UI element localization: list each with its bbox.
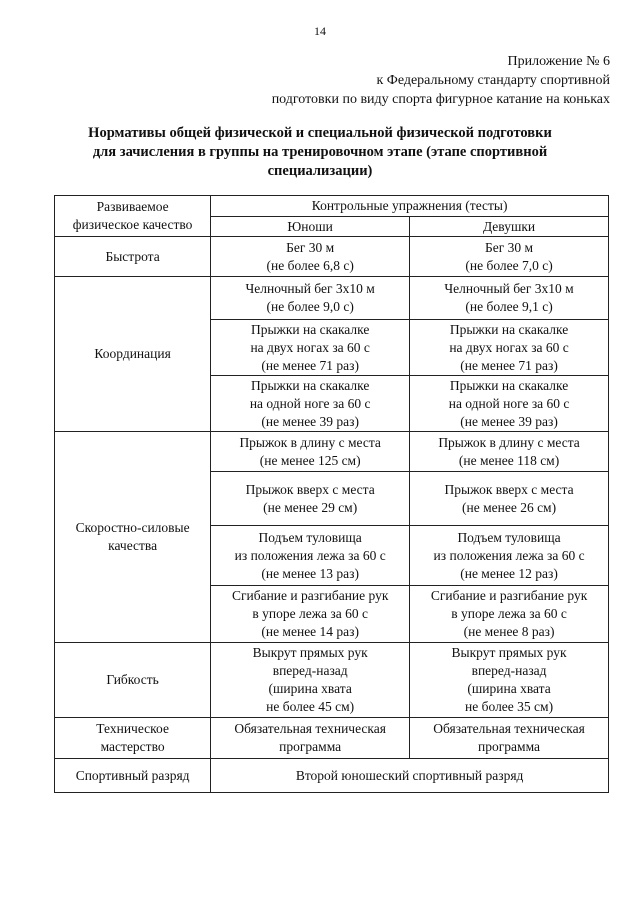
appendix-line: подготовки по виду спорта фигурное катание на коньках xyxy=(271,92,610,107)
document-title xyxy=(40,124,600,181)
girls-norm-cell xyxy=(410,718,609,759)
title-line: специализации) xyxy=(267,163,373,179)
norm-line: (не менее 14 раз) xyxy=(261,624,359,639)
norm-line: Выкрут прямых рук xyxy=(252,645,368,660)
girls-norm-cell xyxy=(410,526,609,586)
girls-norm-cell xyxy=(410,472,609,526)
norm-line: не более 35 см) xyxy=(465,699,554,714)
norm-line: Подъем туловища xyxy=(258,529,362,545)
norm-line: (не менее 12 раз) xyxy=(460,565,558,581)
header-quality-line: Развиваемое xyxy=(96,199,169,214)
norm-line: на одной ноге за 60 с xyxy=(448,395,570,411)
norm-line: на двух ногах за 60 с xyxy=(449,339,569,355)
boys-norm-cell xyxy=(211,237,410,277)
girls-norm-cell xyxy=(410,376,609,432)
norm-line: вперед-назад xyxy=(272,663,348,678)
quality-label-line: Скоростно-силовые xyxy=(75,520,190,535)
norm-line: Прыжки на скакалке xyxy=(449,377,569,393)
standards-table xyxy=(54,195,609,793)
quality-speed-strength xyxy=(55,432,211,643)
appendix-line: к Федеральному стандарту спортивной xyxy=(376,73,610,88)
quality-technique xyxy=(55,718,211,759)
norm-line: (не менее 39 раз) xyxy=(261,413,359,429)
norm-line: Бег 30 м xyxy=(485,239,534,255)
quality-flexibility: Гибкость xyxy=(55,643,211,718)
norm-line: (ширина хвата xyxy=(467,681,551,696)
norm-line: (не более 7,0 с) xyxy=(465,257,553,273)
norm-line: на двух ногах за 60 с xyxy=(250,339,370,355)
norm-line: Прыжок вверх с места xyxy=(444,481,574,497)
girls-norm-cell xyxy=(410,277,609,320)
appendix-line: Приложение № 6 xyxy=(507,54,610,69)
norm-line: из положения лежа за 60 с xyxy=(433,547,585,563)
norm-line: (не менее 71 раз) xyxy=(460,357,558,373)
norm-line: Челночный бег 3х10 м xyxy=(245,281,375,296)
norm-line: Прыжок в длину с места xyxy=(438,434,580,450)
boys-norm-cell xyxy=(211,432,410,472)
sport-rank-value: Второй юношеский спортивный разряд xyxy=(211,759,609,793)
norm-line: Обязательная техническая xyxy=(433,721,585,736)
quality-label-line: мастерство xyxy=(100,739,165,754)
boys-norm-cell xyxy=(211,320,410,376)
boys-norm-cell xyxy=(211,586,410,643)
norm-line: Челночный бег 3х10 м xyxy=(444,281,574,296)
quality-coordination: Координация xyxy=(55,277,211,432)
page-number: 14 xyxy=(314,24,326,38)
title-line: для зачисления в группы на тренировочном этапе (этапе спортивной xyxy=(92,144,548,160)
header-quality-line: физическое качество xyxy=(72,217,193,232)
boys-norm-cell xyxy=(211,277,410,320)
norm-line: на одной ноге за 60 с xyxy=(249,395,371,411)
norm-line: Сгибание и разгибание рук xyxy=(430,588,588,603)
header-boys-cell: Юноши xyxy=(211,217,410,237)
boys-norm-cell xyxy=(211,643,410,718)
norm-line: Прыжки на скакалке xyxy=(250,321,370,337)
header-quality-cell xyxy=(55,196,211,237)
norm-line: Подъем туловища xyxy=(457,529,561,545)
norm-line: из положения лежа за 60 с xyxy=(234,547,386,563)
header-exercises-cell: Контрольные упражнения (тесты) xyxy=(211,196,609,217)
boys-norm-cell xyxy=(211,526,410,586)
norm-line: не более 45 см) xyxy=(266,699,355,714)
norm-line: (не менее 125 см) xyxy=(259,452,361,468)
norm-line: (не менее 39 раз) xyxy=(460,413,558,429)
girls-norm-cell xyxy=(410,237,609,277)
norm-line: Обязательная техническая xyxy=(234,721,386,736)
norm-line: программа xyxy=(279,739,342,754)
norm-line: (не более 6,8 с) xyxy=(266,257,354,273)
girls-norm-cell xyxy=(410,643,609,718)
norm-line: в упоре лежа за 60 с xyxy=(252,606,368,621)
norm-line: вперед-назад xyxy=(471,663,547,678)
boys-norm-cell xyxy=(211,718,410,759)
norm-line: (не менее 118 см) xyxy=(458,452,560,468)
norm-line: в упоре лежа за 60 с xyxy=(451,606,567,621)
norm-line: (не менее 71 раз) xyxy=(261,357,359,373)
girls-norm-cell xyxy=(410,432,609,472)
norm-line: Прыжок в длину с места xyxy=(239,434,381,450)
norm-line: (ширина хвата xyxy=(268,681,352,696)
norm-line: программа xyxy=(478,739,541,754)
quality-label-line: Техническое xyxy=(96,721,169,736)
norm-line: Прыжки на скакалке xyxy=(449,321,569,337)
norm-line: Прыжок вверх с места xyxy=(245,481,375,497)
boys-norm-cell xyxy=(211,376,410,432)
norm-line: Выкрут прямых рук xyxy=(451,645,567,660)
quality-speed: Быстрота xyxy=(55,237,211,277)
norm-line: (не менее 26 см) xyxy=(461,499,557,515)
boys-norm-cell xyxy=(211,472,410,526)
appendix-note xyxy=(272,52,610,109)
norm-line: (не более 9,0 с) xyxy=(266,299,354,314)
norm-line: (не более 9,1 с) xyxy=(465,299,553,314)
quality-label-line: качества xyxy=(108,538,158,553)
girls-norm-cell xyxy=(410,586,609,643)
norm-line: (не менее 29 см) xyxy=(263,499,358,515)
norm-line: Прыжки на скакалке xyxy=(250,377,370,393)
title-line: Нормативы общей физической и специальной физической подготовки xyxy=(88,125,552,141)
girls-norm-cell xyxy=(410,320,609,376)
norm-line: Бег 30 м xyxy=(286,239,335,255)
norm-line: Сгибание и разгибание рук xyxy=(231,588,389,603)
quality-sport-rank: Спортивный разряд xyxy=(55,759,211,793)
norm-line: (не менее 13 раз) xyxy=(261,565,359,581)
header-girls-cell: Девушки xyxy=(410,217,609,237)
norm-line: (не менее 8 раз) xyxy=(463,624,555,639)
